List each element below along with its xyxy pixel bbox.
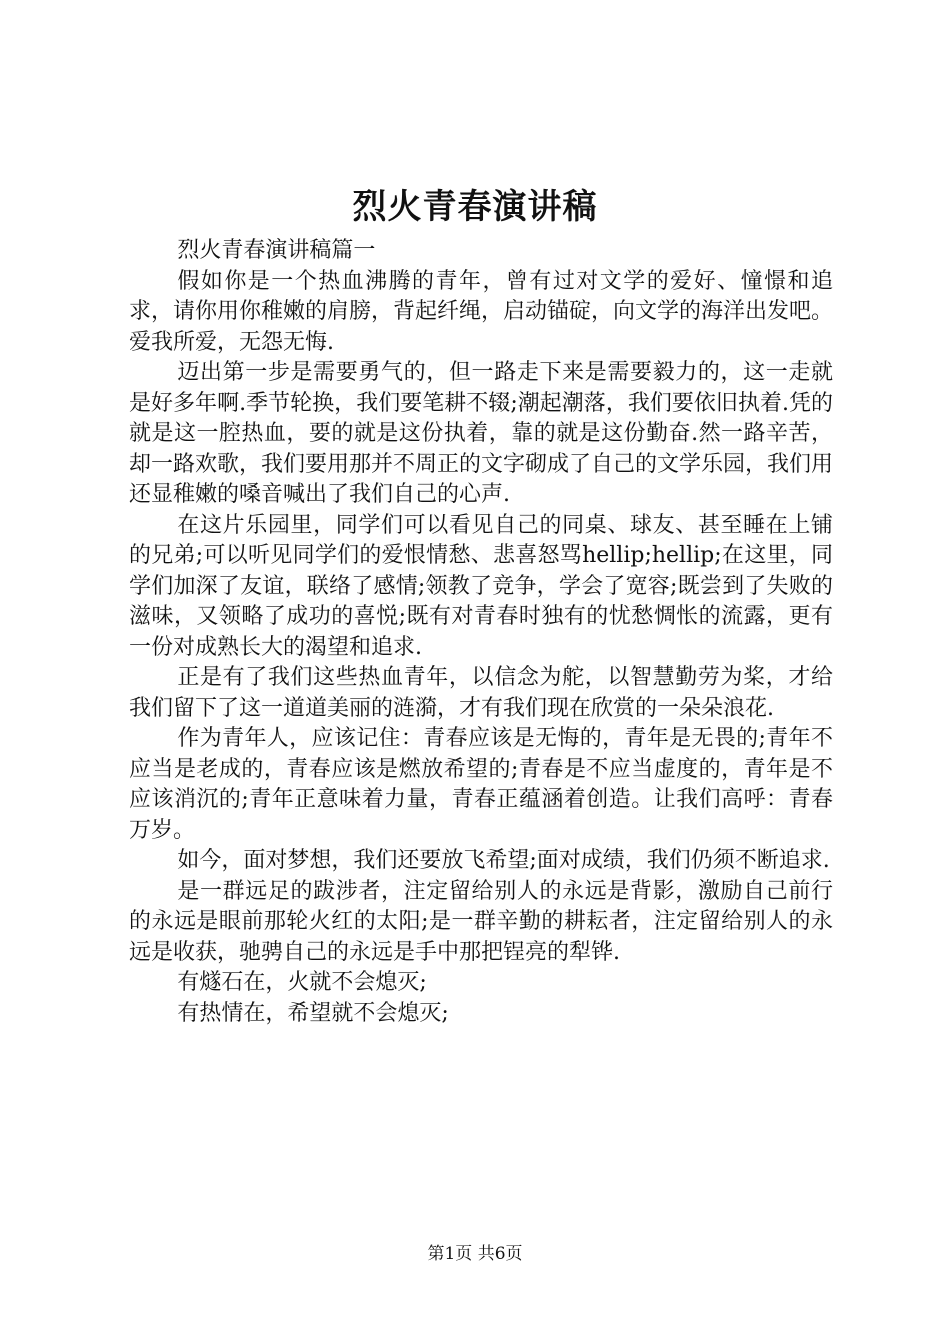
section-subtitle: 烈火青春演讲稿篇一 bbox=[177, 238, 376, 263]
paragraph: 正是有了我们这些热血青年，以信念为舵，以智慧勤劳为桨，才给我们留下了这一道道美丽的涟漪，才有我们现在欣赏的一朵朵浪花. bbox=[129, 665, 833, 721]
paragraph: 有燧石在，火就不会熄灭; bbox=[177, 970, 427, 995]
paragraph: 作为青年人，应该记住：青春应该是无悔的，青年是无畏的;青年不应当是老成的，青春应该是燃放希望的;青春是不应当虚度的，青年是不应该消沉的;青年正意味着力量，青春正蕴涵着创造。让我们高呼：青春万岁。 bbox=[129, 726, 833, 843]
paragraph: 是一群远足的跋涉者，注定留给别人的永远是背影，激励自己前行的永远是眼前那轮火红的太阳;是一群辛勤的耕耘者，注定留给别人的永远是收获，驰骋自己的永远是手中那把锃亮的犁铧. bbox=[129, 878, 833, 965]
paragraph: 在这片乐园里，同学们可以看见自己的同桌、球友、甚至睡在上铺的兄弟;可以听见同学们的爱恨情愁、悲喜怒骂hellip;hellip;在这里，同学们加深了友谊，联络了感情;领教了竞争，学会了宽容;既尝到了失败的滋味，又领略了成功的喜悦;既有对青春时独有的忧愁惆怅的流露，更有一份对成熟长大的渴望和追求. bbox=[129, 512, 833, 660]
page-footer: 第1页 共6页 bbox=[427, 1244, 523, 1264]
paragraph: 有热情在，希望就不会熄灭; bbox=[177, 1000, 449, 1026]
document-body bbox=[129, 236, 833, 1029]
document-title: 烈火青春演讲稿 bbox=[352, 187, 598, 227]
paragraph: 假如你是一个热血沸腾的青年，曾有过对文学的爱好、憧憬和追求，请你用你稚嫩的肩膀，背起纤绳，启动锚碇，向文学的海洋出发吧。爱我所爱，无怨无悔. bbox=[129, 268, 834, 355]
paragraph: 迈出第一步是需要勇气的，但一路走下来是需要毅力的，这一走就是好多年啊.季节轮换，我们要笔耕不辍;潮起潮落，我们要依旧执着.凭的就是这一腔热血，要的就是这份执着，靠的就是这份勤奋.然一路辛苦，却一路欢歌，我们要用那并不周正的文字砌成了自己的文学乐园，我们用还显稚嫩的嗓音喊出了我们自己的心声. bbox=[129, 360, 834, 507]
paragraph: 如今，面对梦想，我们还要放飞希望;面对成绩，我们仍须不断追求. bbox=[177, 848, 830, 873]
